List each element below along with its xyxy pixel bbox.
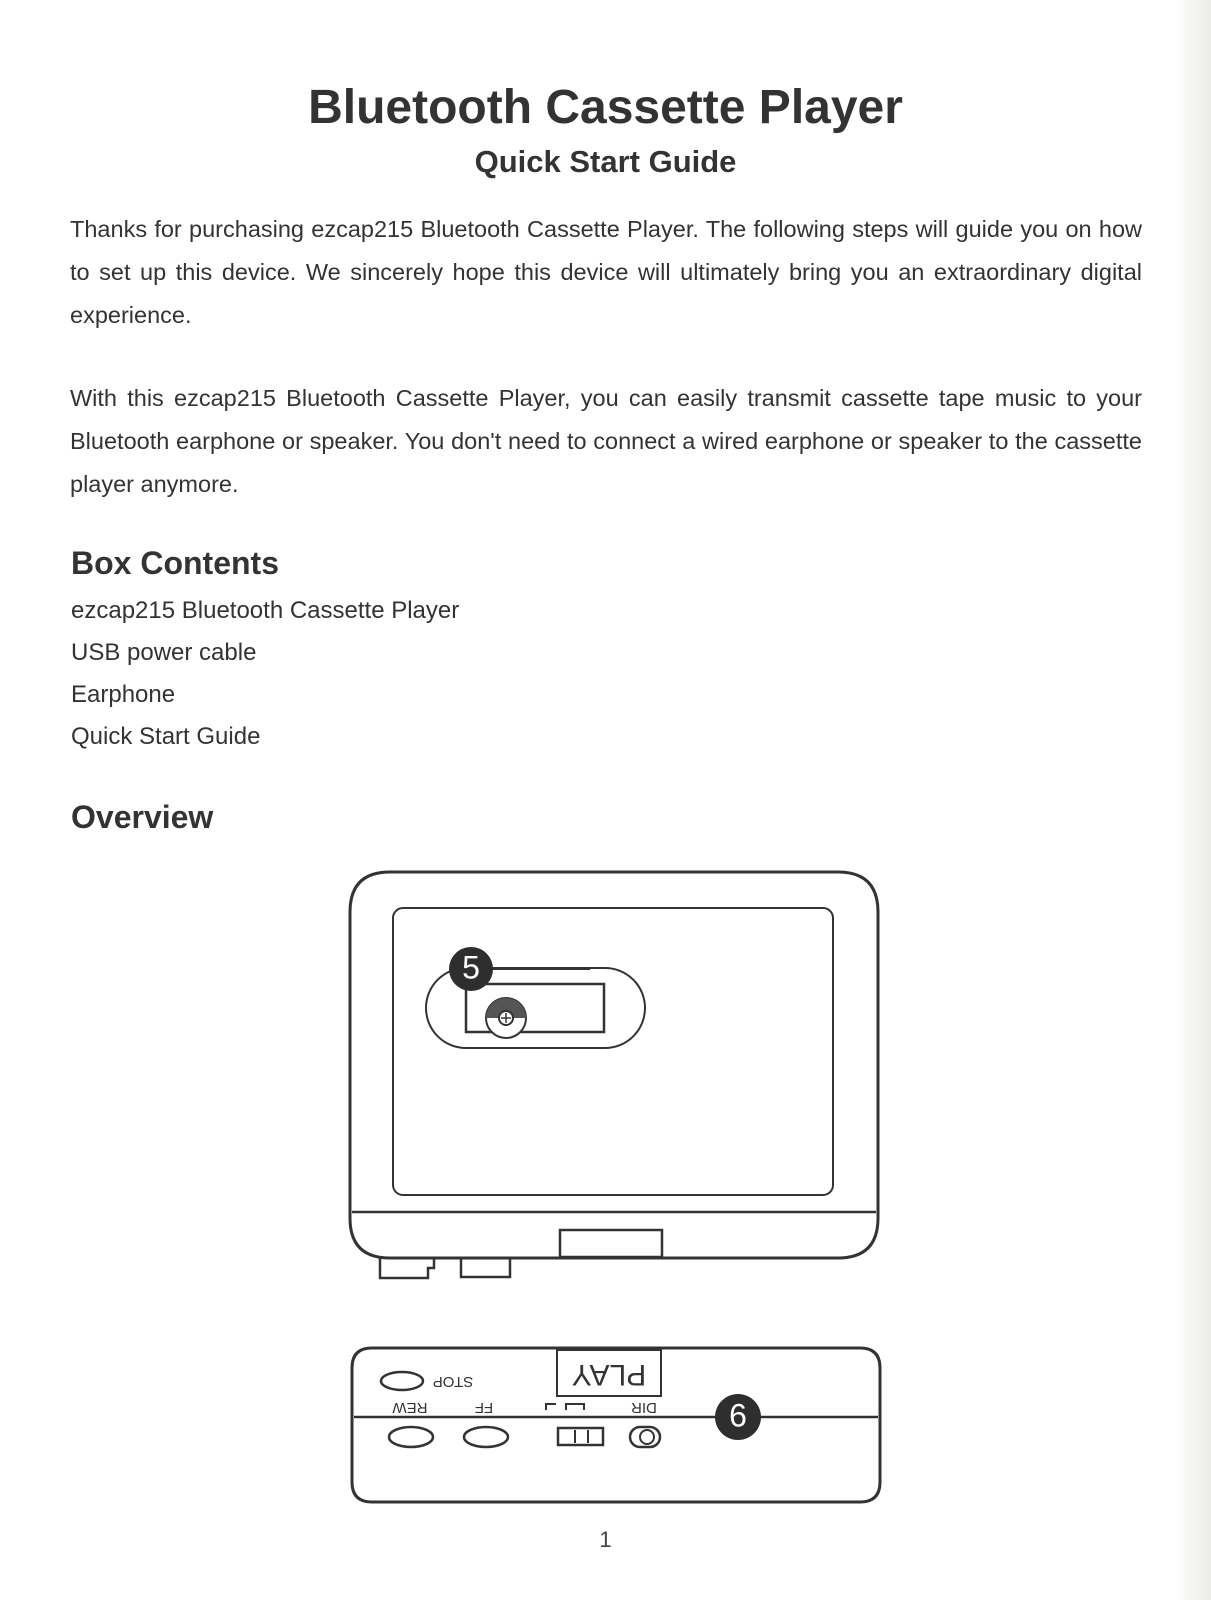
play-label: PLAY [571, 1358, 647, 1392]
player-center-tab [560, 1230, 662, 1257]
usb-port [461, 1258, 510, 1277]
tape-direction-icon [566, 1404, 584, 1410]
player-body-outline [350, 872, 878, 1258]
list-item: Quick Start Guide [71, 723, 261, 750]
intro-paragraph: Thanks for purchasing ezcap215 Bluetooth Cassette Player. The following steps will guide you on how to set up this device. We sincerely hope this device will ultimately bring you an extraordinary digital experience. [70, 216, 1142, 328]
rew-button-icon [389, 1427, 433, 1447]
tape-direction-icon [546, 1404, 556, 1410]
page-number: 1 [599, 1527, 612, 1552]
dir-switch-icon [558, 1428, 603, 1445]
box-contents-heading: Box Contents [71, 545, 279, 581]
list-item: USB power cable [71, 639, 257, 666]
dir-label: DIR [631, 1399, 657, 1417]
headphone-jack [380, 1258, 434, 1278]
callout-6-number: 6 [729, 1397, 747, 1434]
stop-label: STOP [432, 1373, 474, 1391]
dir-knob-inner [640, 1430, 654, 1444]
overview-heading: Overview [71, 799, 214, 835]
list-item: Earphone [71, 681, 176, 708]
page-subtitle: Quick Start Guide [474, 144, 737, 179]
page-title: Bluetooth Cassette Player [308, 81, 903, 134]
callout-5-number: 5 [462, 949, 480, 986]
list-item: ezcap215 Bluetooth Cassette Player [71, 597, 460, 624]
ff-button-icon [464, 1427, 508, 1447]
rew-label: REW [392, 1399, 428, 1417]
stop-button-icon [381, 1372, 423, 1390]
description-paragraph: With this ezcap215 Bluetooth Cassette Player, you can easily transmit cassette tape music to your Bluetooth earphone or speaker. You don't need to connect a wired earphone or speaker to the cassette player anymore. [70, 385, 1142, 497]
ff-label: FF [474, 1399, 494, 1417]
